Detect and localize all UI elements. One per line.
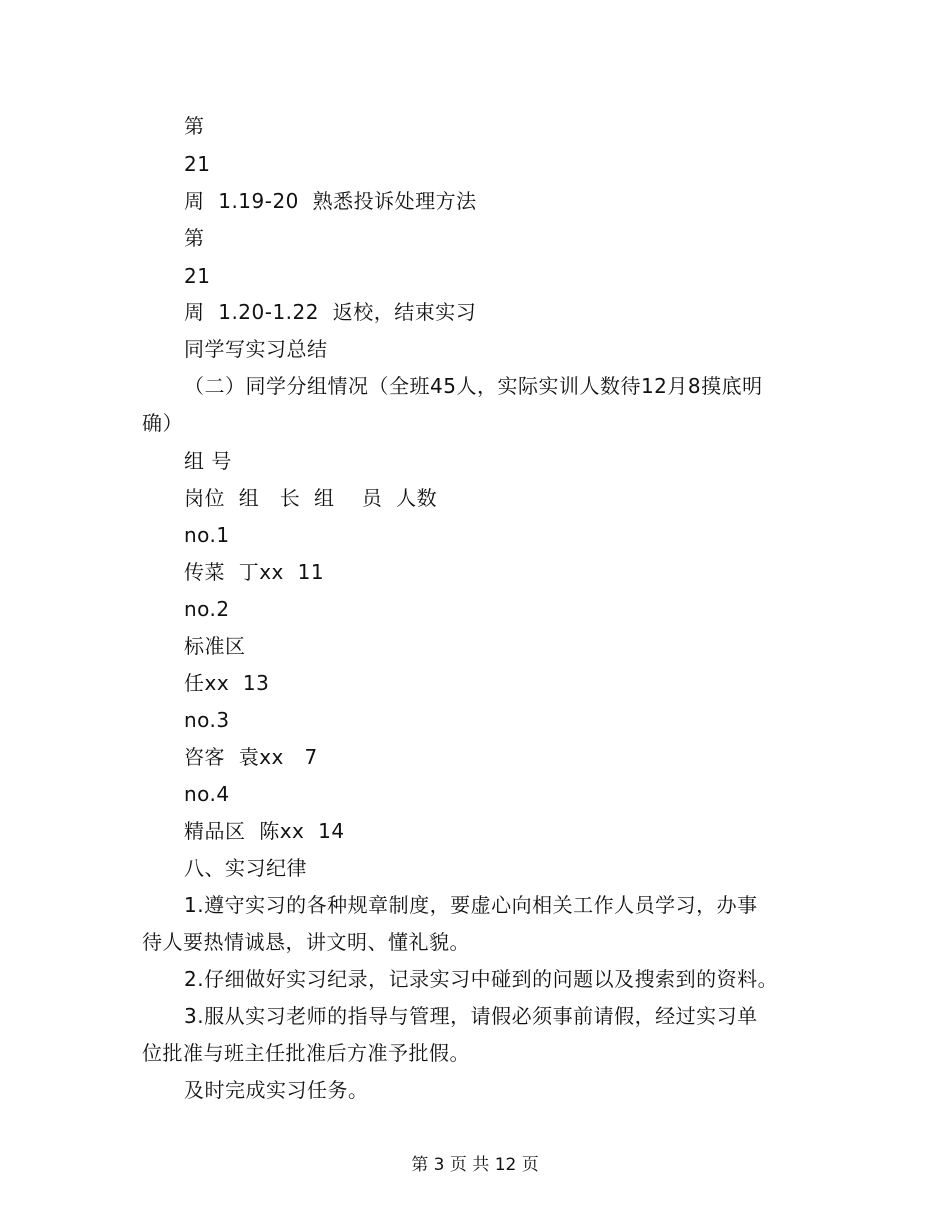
paragraph-line: 待人要热情诚恳，讲文明、懂礼貌。 bbox=[142, 930, 470, 954]
group-row: 精品区 陈xx 14 bbox=[184, 819, 345, 843]
group-number: no.4 bbox=[184, 782, 230, 806]
paragraph-line: 确） bbox=[142, 411, 183, 435]
group-number: no.1 bbox=[184, 523, 230, 547]
group-row: 任xx 13 bbox=[184, 671, 270, 695]
paragraph-line: 1.遵守实习的各种规章制度，要虚心向相关工作人员学习，办事 bbox=[184, 893, 758, 917]
group-row: 传菜 丁xx 11 bbox=[184, 560, 325, 584]
paragraph-line: 2.仔细做好实习纪录，记录实习中碰到的问题以及搜索到的资料。 bbox=[184, 967, 779, 991]
group-number: no.3 bbox=[184, 708, 230, 732]
paragraph-line: 位批准与班主任批准后方准予批假。 bbox=[142, 1041, 470, 1065]
text-line: 同学写实习总结 bbox=[184, 337, 328, 361]
section-heading: 八、实习纪律 bbox=[184, 856, 307, 880]
text-line: 第 bbox=[184, 114, 205, 138]
page-footer: 第 3 页 共 12 页 bbox=[411, 1155, 539, 1175]
text-line: 21 bbox=[184, 264, 211, 288]
section-heading: （二）同学分组情况（全班45人，实际实训人数待12月8摸底明 bbox=[184, 374, 763, 398]
group-row: 咨客 袁xx 7 bbox=[184, 745, 318, 769]
text-line: 第 bbox=[184, 226, 205, 250]
table-header: 岗位 组 长 组 员 人数 bbox=[184, 486, 438, 510]
schedule-row: 周 1.20-1.22 返校，结束实习 bbox=[184, 300, 477, 324]
table-header: 组 号 bbox=[184, 449, 232, 473]
paragraph-line: 3.服从实习老师的指导与管理，请假必须事前请假，经过实习单 bbox=[184, 1004, 758, 1028]
group-number: no.2 bbox=[184, 597, 230, 621]
text-line: 21 bbox=[184, 152, 211, 176]
group-row: 标准区 bbox=[184, 634, 246, 658]
schedule-row: 周 1.19-20 熟悉投诉处理方法 bbox=[184, 189, 477, 213]
paragraph-line: 及时完成实习任务。 bbox=[184, 1078, 369, 1102]
